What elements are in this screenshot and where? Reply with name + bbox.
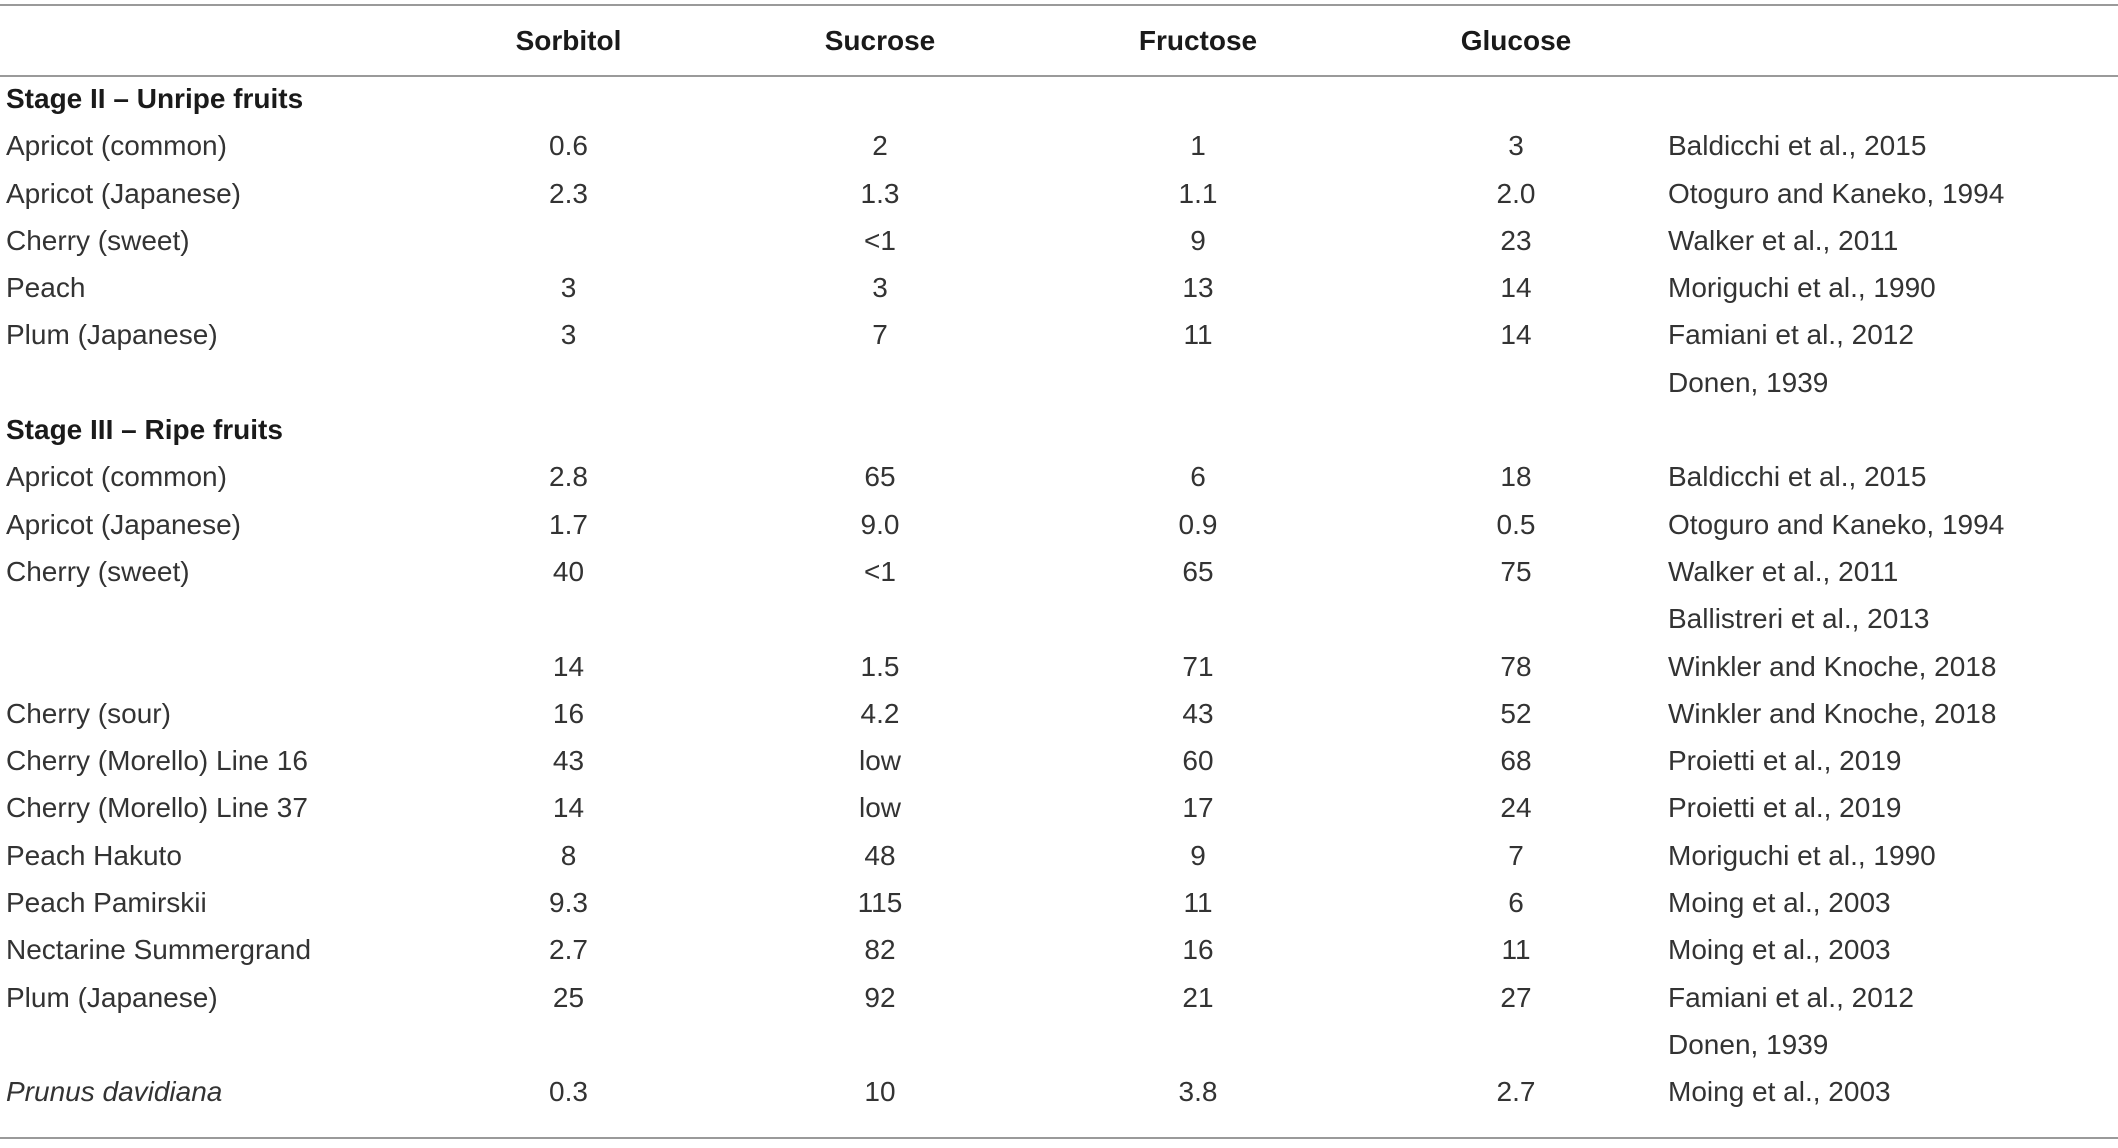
cell-sorbitol: 0.3	[549, 1076, 588, 1108]
cell-glucose: 24	[1500, 792, 1532, 824]
cell-reference: Moriguchi et al., 1990	[1668, 272, 1936, 304]
cell-reference: Proietti et al., 2019	[1668, 745, 1902, 777]
cell-sucrose: 9.0	[860, 508, 900, 540]
table-row	[0, 217, 2118, 264]
cell-name: Peach	[6, 272, 86, 304]
cell-sorbitol: 14	[552, 650, 585, 682]
cell-glucose: 18	[1500, 461, 1532, 493]
section-title: Stage III – Ripe fruits	[6, 414, 283, 446]
section-row	[0, 406, 2118, 453]
cell-fructose	[1032, 1021, 1364, 1068]
cell-sorbitol: 14	[552, 792, 585, 824]
cell-fructose: 9	[1190, 839, 1206, 871]
cell-sucrose: 1.3	[860, 177, 900, 209]
cell-fructose: 21	[1182, 981, 1214, 1013]
cell-reference: Moriguchi et al., 1990	[1668, 839, 1936, 871]
header-cell-sucrose: Sucrose	[824, 25, 936, 56]
cell-glucose: 0.5	[1496, 508, 1536, 540]
cell-name: Apricot (common)	[6, 130, 227, 162]
table-row	[0, 122, 2118, 169]
table-body	[0, 75, 2118, 1116]
cell-name: Cherry (Morello) Line 37	[6, 792, 308, 824]
cell-sorbitol	[409, 217, 728, 264]
cell-sucrose: 4.2	[860, 697, 900, 729]
cell-sucrose: 10	[864, 1076, 896, 1108]
cell-fructose: 3.8	[1178, 1076, 1218, 1108]
table-row	[0, 784, 2118, 831]
cell-reference: Famiani et al., 2012	[1668, 319, 1914, 351]
cell-sorbitol: 1.7	[549, 508, 588, 540]
cell-glucose	[1364, 1021, 1668, 1068]
table-row	[0, 643, 2118, 690]
cell-reference: Proietti et al., 2019	[1668, 792, 1902, 824]
cell-name: Apricot (common)	[6, 461, 227, 493]
cell-glucose: 75	[1500, 555, 1532, 587]
cell-glucose: 68	[1500, 745, 1532, 777]
cell-reference: Otoguro and Kaneko, 1994	[1668, 508, 2005, 540]
cell-name: Cherry (Morello) Line 16	[6, 745, 308, 777]
cell-reference: Walker et al., 2011	[1668, 224, 1899, 256]
cell-reference: Donen, 1939	[1668, 366, 1829, 398]
cell-sorbitol: 2.8	[549, 461, 588, 493]
cell-fructose: 43	[1182, 697, 1214, 729]
table-row	[0, 690, 2118, 737]
cell-glucose: 2.0	[1496, 177, 1536, 209]
sugar-content-table-container	[0, 6, 2118, 1116]
cell-name: Nectarine Summergrand	[6, 934, 312, 966]
cell-name	[0, 359, 409, 406]
cell-name: Plum (Japanese)	[6, 319, 218, 351]
cell-sucrose: <1	[864, 224, 896, 256]
cell-sucrose: 2	[872, 130, 888, 162]
table-row	[0, 264, 2118, 311]
table-row	[0, 311, 2118, 358]
cell-glucose	[1364, 359, 1668, 406]
table-row	[0, 1021, 2118, 1068]
cell-name: Peach Hakuto	[6, 839, 182, 871]
cell-sucrose: 82	[864, 934, 896, 966]
cell-glucose: 2.7	[1496, 1076, 1536, 1108]
header-row	[0, 6, 2118, 75]
cell-sucrose: low	[858, 745, 901, 777]
section-title: Stage II – Unripe fruits	[6, 83, 304, 114]
cell-sorbitol: 2.3	[549, 177, 588, 209]
section-row	[0, 75, 2118, 122]
cell-glucose: 23	[1500, 224, 1532, 256]
cell-sorbitol: 2.7	[549, 934, 588, 966]
cell-name: Plum (Japanese)	[6, 981, 218, 1013]
cell-sucrose: 92	[864, 981, 896, 1013]
cell-glucose: 27	[1500, 981, 1532, 1013]
cell-fructose: 1.1	[1178, 177, 1218, 209]
cell-fructose: 65	[1182, 555, 1214, 587]
table-row	[0, 737, 2118, 784]
header-cell-sorbitol: Sorbitol	[515, 25, 622, 56]
cell-sucrose	[728, 595, 1032, 642]
cell-reference: Famiani et al., 2012	[1668, 981, 1914, 1013]
cell-sorbitol	[409, 359, 728, 406]
cell-sorbitol: 16	[552, 697, 585, 729]
table-bottom-rule	[0, 1137, 2118, 1139]
cell-name: Apricot (Japanese)	[6, 177, 242, 209]
cell-sucrose: 7	[872, 319, 888, 351]
cell-sucrose	[728, 359, 1032, 406]
cell-name: Prunus davidiana	[6, 1076, 223, 1108]
cell-name	[0, 595, 409, 642]
cell-sorbitol: 8	[560, 839, 577, 871]
cell-sorbitol: 43	[552, 745, 585, 777]
cell-fructose: 11	[1183, 319, 1213, 351]
cell-name: Cherry (sour)	[6, 697, 171, 729]
table-row	[0, 832, 2118, 879]
cell-reference: Otoguro and Kaneko, 1994	[1668, 177, 2005, 209]
cell-sorbitol: 3	[560, 319, 577, 351]
cell-sorbitol: 3	[560, 272, 577, 304]
table-row	[0, 974, 2118, 1021]
cell-fructose: 13	[1182, 272, 1214, 304]
cell-glucose: 52	[1500, 697, 1532, 729]
table-row	[0, 548, 2118, 595]
cell-reference: Donen, 1939	[1668, 1028, 1829, 1060]
cell-reference: Winkler and Knoche, 2018	[1668, 650, 1997, 682]
table-row	[0, 1068, 2118, 1115]
cell-glucose: 7	[1508, 839, 1524, 871]
table-row	[0, 926, 2118, 973]
cell-sorbitol: 0.6	[549, 130, 588, 162]
header-cell-name	[0, 6, 409, 75]
cell-name: Peach Pamirskii	[6, 887, 207, 919]
cell-reference: Baldicchi et al., 2015	[1668, 461, 1927, 493]
cell-name	[0, 643, 409, 690]
cell-fructose: 60	[1182, 745, 1214, 777]
cell-sucrose: low	[858, 792, 901, 824]
cell-sucrose: 1.5	[860, 650, 900, 682]
cell-sorbitol: 9.3	[549, 887, 588, 919]
cell-sorbitol: 25	[552, 981, 585, 1013]
cell-sucrose: 115	[857, 887, 903, 919]
header-cell-reference	[1668, 6, 2118, 75]
table-row	[0, 879, 2118, 926]
cell-glucose: 14	[1500, 319, 1532, 351]
cell-fructose: 11	[1183, 887, 1213, 919]
cell-sorbitol	[409, 1021, 728, 1068]
cell-name: Apricot (Japanese)	[6, 508, 242, 540]
cell-fructose: 6	[1190, 461, 1206, 493]
cell-fructose	[1032, 359, 1364, 406]
cell-sucrose: 3	[872, 272, 888, 304]
cell-fructose: 0.9	[1178, 508, 1218, 540]
table-row	[0, 501, 2118, 548]
cell-fructose: 9	[1190, 224, 1206, 256]
cell-reference: Ballistreri et al., 2013	[1668, 603, 1930, 635]
cell-name	[0, 1021, 409, 1068]
cell-name: Cherry (sweet)	[6, 224, 190, 256]
cell-fructose: 71	[1182, 650, 1214, 682]
table-row	[0, 453, 2118, 500]
cell-reference: Winkler and Knoche, 2018	[1668, 697, 1997, 729]
cell-sorbitol: 40	[552, 555, 585, 587]
cell-reference: Baldicchi et al., 2015	[1668, 130, 1927, 162]
cell-name: Cherry (sweet)	[6, 555, 190, 587]
cell-reference: Walker et al., 2011	[1668, 555, 1899, 587]
cell-sucrose	[728, 1021, 1032, 1068]
cell-glucose: 14	[1500, 272, 1532, 304]
cell-glucose	[1364, 595, 1668, 642]
table-row	[0, 595, 2118, 642]
cell-reference: Moing et al., 2003	[1668, 934, 1891, 966]
cell-glucose: 11	[1501, 934, 1531, 966]
cell-glucose: 3	[1508, 130, 1524, 162]
header-cell-glucose: Glucose	[1460, 25, 1572, 56]
cell-fructose: 1	[1190, 130, 1206, 162]
table-row	[0, 359, 2118, 406]
cell-glucose: 78	[1500, 650, 1532, 682]
cell-reference: Moing et al., 2003	[1668, 1076, 1891, 1108]
cell-glucose: 6	[1508, 887, 1524, 919]
cell-sorbitol	[409, 595, 728, 642]
cell-fructose: 17	[1182, 792, 1214, 824]
cell-fructose	[1032, 595, 1364, 642]
table-row	[0, 170, 2118, 217]
cell-fructose: 16	[1182, 934, 1214, 966]
header-cell-fructose: Fructose	[1138, 25, 1258, 56]
sugar-content-table	[0, 6, 2118, 1116]
cell-sucrose: 65	[864, 461, 896, 493]
cell-reference: Moing et al., 2003	[1668, 887, 1891, 919]
cell-sucrose: 48	[864, 839, 896, 871]
cell-sucrose: <1	[864, 555, 896, 587]
